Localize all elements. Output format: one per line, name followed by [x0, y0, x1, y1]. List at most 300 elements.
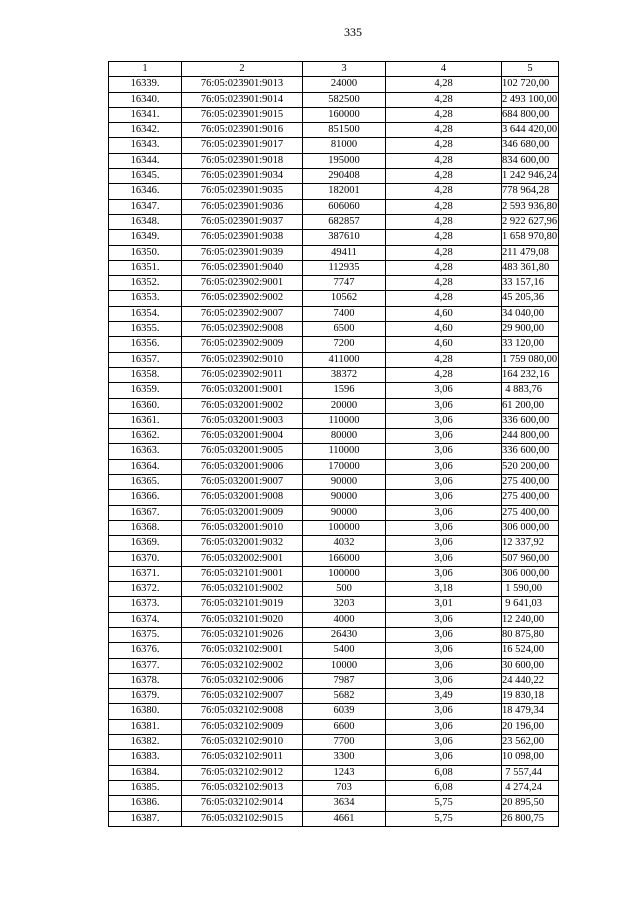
column-header-5: 5: [502, 62, 559, 77]
cadastral-number-cell: 76:05:023901:9037: [182, 214, 303, 229]
cadastral-number-cell: 76:05:032001:9006: [182, 459, 303, 474]
rate-cell: 4,28: [386, 77, 502, 92]
rate-cell: 4,28: [386, 184, 502, 199]
row-number-cell: 16348.: [109, 214, 182, 229]
area-cell: 10000: [303, 658, 386, 673]
value-cell: 12 240,00: [502, 612, 559, 627]
table-row: [109, 796, 559, 811]
rate-cell: 3,06: [386, 398, 502, 413]
table-row: [109, 77, 559, 92]
value-cell: 346 680,00: [502, 138, 559, 153]
cadastral-number-cell: 76:05:023901:9039: [182, 245, 303, 260]
table-row: [109, 582, 559, 597]
row-number-cell: 16343.: [109, 138, 182, 153]
cadastral-number-cell: 76:05:023902:9001: [182, 276, 303, 291]
rate-cell: 3,06: [386, 505, 502, 520]
table-row: [109, 169, 559, 184]
area-cell: 160000: [303, 107, 386, 122]
table-row: [109, 459, 559, 474]
rate-cell: 3,06: [386, 536, 502, 551]
table-row: [109, 337, 559, 352]
area-cell: 166000: [303, 551, 386, 566]
value-cell: 306 000,00: [502, 520, 559, 535]
table-row: [109, 276, 559, 291]
area-cell: 411000: [303, 352, 386, 367]
table-row: [109, 413, 559, 428]
rate-cell: 3,06: [386, 735, 502, 750]
table-row: [109, 689, 559, 704]
rate-cell: 4,28: [386, 245, 502, 260]
area-cell: 6500: [303, 322, 386, 337]
column-header-3: 3: [303, 62, 386, 77]
rate-cell: 4,28: [386, 153, 502, 168]
area-cell: 7747: [303, 276, 386, 291]
value-cell: 7 557,44: [502, 765, 559, 780]
rate-cell: 4,28: [386, 169, 502, 184]
value-cell: 1 759 080,00: [502, 352, 559, 367]
data-table: [108, 61, 559, 827]
area-cell: 4661: [303, 811, 386, 826]
row-number-cell: 16373.: [109, 597, 182, 612]
area-cell: 3634: [303, 796, 386, 811]
area-cell: 7400: [303, 306, 386, 321]
row-number-cell: 16345.: [109, 169, 182, 184]
table-row: [109, 490, 559, 505]
row-number-cell: 16365.: [109, 475, 182, 490]
table-row: [109, 658, 559, 673]
area-cell: 38372: [303, 367, 386, 382]
row-number-cell: 16387.: [109, 811, 182, 826]
cadastral-number-cell: 76:05:032001:9003: [182, 413, 303, 428]
row-number-cell: 16342.: [109, 123, 182, 138]
area-cell: 500: [303, 582, 386, 597]
table-row: [109, 260, 559, 275]
cadastral-number-cell: 76:05:032001:9001: [182, 383, 303, 398]
cadastral-number-cell: 76:05:032102:9013: [182, 780, 303, 795]
column-header-4: 4: [386, 62, 502, 77]
rate-cell: 3,06: [386, 429, 502, 444]
cadastral-number-cell: 76:05:023902:9010: [182, 352, 303, 367]
row-number-cell: 16349.: [109, 230, 182, 245]
cadastral-number-cell: 76:05:032101:9019: [182, 597, 303, 612]
cadastral-number-cell: 76:05:032001:9009: [182, 505, 303, 520]
value-cell: 507 960,00: [502, 551, 559, 566]
table-row: [109, 750, 559, 765]
row-number-cell: 16371.: [109, 566, 182, 581]
table-body: [109, 77, 559, 827]
value-cell: 18 479,34: [502, 704, 559, 719]
table-row: [109, 123, 559, 138]
table-row: [109, 429, 559, 444]
table-row: [109, 383, 559, 398]
value-cell: 9 641,03: [502, 597, 559, 612]
area-cell: 112935: [303, 260, 386, 275]
row-number-cell: 16359.: [109, 383, 182, 398]
table-row: [109, 551, 559, 566]
rate-cell: 3,06: [386, 566, 502, 581]
cadastral-number-cell: 76:05:032102:9006: [182, 673, 303, 688]
area-cell: 20000: [303, 398, 386, 413]
value-cell: 16 524,00: [502, 643, 559, 658]
rate-cell: 3,01: [386, 597, 502, 612]
rate-cell: 4,28: [386, 230, 502, 245]
rate-cell: 3,06: [386, 658, 502, 673]
value-cell: 4 274,24: [502, 780, 559, 795]
row-number-cell: 16366.: [109, 490, 182, 505]
table-row: [109, 735, 559, 750]
row-number-cell: 16368.: [109, 520, 182, 535]
table-row: [109, 597, 559, 612]
cadastral-number-cell: 76:05:032102:9010: [182, 735, 303, 750]
row-number-cell: 16370.: [109, 551, 182, 566]
rate-cell: 4,60: [386, 306, 502, 321]
row-number-cell: 16381.: [109, 719, 182, 734]
cadastral-number-cell: 76:05:032102:9015: [182, 811, 303, 826]
row-number-cell: 16356.: [109, 337, 182, 352]
rate-cell: 3,06: [386, 520, 502, 535]
value-cell: 12 337,92: [502, 536, 559, 551]
rate-cell: 4,60: [386, 322, 502, 337]
value-cell: 3 644 420,00: [502, 123, 559, 138]
cadastral-number-cell: 76:05:023901:9015: [182, 107, 303, 122]
area-cell: 110000: [303, 413, 386, 428]
cadastral-number-cell: 76:05:032102:9001: [182, 643, 303, 658]
table-row: [109, 704, 559, 719]
value-cell: 336 600,00: [502, 444, 559, 459]
area-cell: 290408: [303, 169, 386, 184]
value-cell: 80 875,80: [502, 627, 559, 642]
row-number-cell: 16382.: [109, 735, 182, 750]
table-row: [109, 322, 559, 337]
table-row: [109, 291, 559, 306]
rate-cell: 4,28: [386, 107, 502, 122]
cadastral-number-cell: 76:05:032102:9007: [182, 689, 303, 704]
area-cell: 170000: [303, 459, 386, 474]
area-cell: 387610: [303, 230, 386, 245]
rate-cell: 4,28: [386, 367, 502, 382]
area-cell: 7700: [303, 735, 386, 750]
value-cell: 164 232,16: [502, 367, 559, 382]
row-number-cell: 16344.: [109, 153, 182, 168]
area-cell: 582500: [303, 92, 386, 107]
row-number-cell: 16383.: [109, 750, 182, 765]
value-cell: 1 590,00: [502, 582, 559, 597]
area-cell: 6600: [303, 719, 386, 734]
cadastral-number-cell: 76:05:023901:9038: [182, 230, 303, 245]
row-number-cell: 16374.: [109, 612, 182, 627]
cadastral-number-cell: 76:05:032102:9012: [182, 765, 303, 780]
value-cell: 33 120,00: [502, 337, 559, 352]
rate-cell: 4,28: [386, 138, 502, 153]
table-row: [109, 673, 559, 688]
rate-cell: 4,28: [386, 291, 502, 306]
value-cell: 20 895,50: [502, 796, 559, 811]
cadastral-number-cell: 76:05:023901:9040: [182, 260, 303, 275]
table-row: [109, 475, 559, 490]
value-cell: 275 400,00: [502, 505, 559, 520]
page-number: 335: [344, 25, 362, 39]
table-row: [109, 306, 559, 321]
value-cell: 4 883,76: [502, 383, 559, 398]
area-cell: 81000: [303, 138, 386, 153]
table-row: [109, 719, 559, 734]
area-cell: 100000: [303, 566, 386, 581]
table-row: [109, 398, 559, 413]
row-number-cell: 16346.: [109, 184, 182, 199]
row-number-cell: 16384.: [109, 765, 182, 780]
cadastral-number-cell: 76:05:023901:9018: [182, 153, 303, 168]
cadastral-number-cell: 76:05:023901:9016: [182, 123, 303, 138]
table-row: [109, 367, 559, 382]
cadastral-number-cell: 76:05:023902:9009: [182, 337, 303, 352]
table-row: [109, 153, 559, 168]
value-cell: 211 479,08: [502, 245, 559, 260]
row-number-cell: 16379.: [109, 689, 182, 704]
table-row: [109, 107, 559, 122]
cadastral-number-cell: 76:05:032101:9002: [182, 582, 303, 597]
rate-cell: 3,06: [386, 475, 502, 490]
cadastral-number-cell: 76:05:032102:9008: [182, 704, 303, 719]
row-number-cell: 16378.: [109, 673, 182, 688]
table-row: [109, 566, 559, 581]
cadastral-number-cell: 76:05:032102:9002: [182, 658, 303, 673]
table-row: [109, 505, 559, 520]
area-cell: 90000: [303, 490, 386, 505]
row-number-cell: 16351.: [109, 260, 182, 275]
area-cell: 5400: [303, 643, 386, 658]
table-header-row: [109, 62, 559, 77]
area-cell: 195000: [303, 153, 386, 168]
cadastral-number-cell: 76:05:023901:9017: [182, 138, 303, 153]
rate-cell: 3,06: [386, 612, 502, 627]
row-number-cell: 16376.: [109, 643, 182, 658]
rate-cell: 4,28: [386, 199, 502, 214]
row-number-cell: 16380.: [109, 704, 182, 719]
rate-cell: 3,06: [386, 490, 502, 505]
value-cell: 306 000,00: [502, 566, 559, 581]
value-cell: 684 800,00: [502, 107, 559, 122]
rate-cell: 5,75: [386, 796, 502, 811]
row-number-cell: 16375.: [109, 627, 182, 642]
row-number-cell: 16385.: [109, 780, 182, 795]
table-row: [109, 138, 559, 153]
cadastral-number-cell: 76:05:032001:9010: [182, 520, 303, 535]
table-row: [109, 199, 559, 214]
rate-cell: 4,28: [386, 276, 502, 291]
row-number-cell: 16347.: [109, 199, 182, 214]
row-number-cell: 16362.: [109, 429, 182, 444]
value-cell: 275 400,00: [502, 490, 559, 505]
value-cell: 20 196,00: [502, 719, 559, 734]
rate-cell: 3,49: [386, 689, 502, 704]
cadastral-number-cell: 76:05:023902:9008: [182, 322, 303, 337]
value-cell: 2 593 936,80: [502, 199, 559, 214]
rate-cell: 4,28: [386, 92, 502, 107]
cadastral-number-cell: 76:05:032001:9008: [182, 490, 303, 505]
table-row: [109, 92, 559, 107]
area-cell: 10562: [303, 291, 386, 306]
value-cell: 1 658 970,80: [502, 230, 559, 245]
area-cell: 851500: [303, 123, 386, 138]
rate-cell: 3,06: [386, 383, 502, 398]
cadastral-number-cell: 76:05:032002:9001: [182, 551, 303, 566]
cadastral-number-cell: 76:05:023901:9013: [182, 77, 303, 92]
value-cell: 34 040,00: [502, 306, 559, 321]
value-cell: 45 205,36: [502, 291, 559, 306]
row-number-cell: 16369.: [109, 536, 182, 551]
area-cell: 5682: [303, 689, 386, 704]
rate-cell: 3,06: [386, 627, 502, 642]
area-cell: 80000: [303, 429, 386, 444]
rate-cell: 6,08: [386, 780, 502, 795]
value-cell: 24 440,22: [502, 673, 559, 688]
area-cell: 682857: [303, 214, 386, 229]
area-cell: 1243: [303, 765, 386, 780]
area-cell: 7987: [303, 673, 386, 688]
row-number-cell: 16377.: [109, 658, 182, 673]
rate-cell: 4,60: [386, 337, 502, 352]
row-number-cell: 16339.: [109, 77, 182, 92]
table-row: [109, 230, 559, 245]
area-cell: 6039: [303, 704, 386, 719]
value-cell: 778 964,28: [502, 184, 559, 199]
value-cell: 336 600,00: [502, 413, 559, 428]
table-row: [109, 520, 559, 535]
rate-cell: 3,06: [386, 673, 502, 688]
table-row: [109, 811, 559, 826]
row-number-cell: 16357.: [109, 352, 182, 367]
cadastral-number-cell: 76:05:032001:9007: [182, 475, 303, 490]
row-number-cell: 16363.: [109, 444, 182, 459]
table-row: [109, 765, 559, 780]
table-row: [109, 184, 559, 199]
area-cell: 110000: [303, 444, 386, 459]
row-number-cell: 16355.: [109, 322, 182, 337]
area-cell: 4032: [303, 536, 386, 551]
value-cell: 244 800,00: [502, 429, 559, 444]
cadastral-number-cell: 76:05:032001:9004: [182, 429, 303, 444]
table-row: [109, 780, 559, 795]
value-cell: 10 098,00: [502, 750, 559, 765]
value-cell: 26 800,75: [502, 811, 559, 826]
cadastral-number-cell: 76:05:032101:9026: [182, 627, 303, 642]
area-cell: 49411: [303, 245, 386, 260]
rate-cell: 4,28: [386, 214, 502, 229]
area-cell: 703: [303, 780, 386, 795]
value-cell: 834 600,00: [502, 153, 559, 168]
rate-cell: 3,06: [386, 719, 502, 734]
table-row: [109, 536, 559, 551]
rate-cell: 3,06: [386, 459, 502, 474]
cadastral-number-cell: 76:05:032001:9005: [182, 444, 303, 459]
row-number-cell: 16341.: [109, 107, 182, 122]
row-number-cell: 16386.: [109, 796, 182, 811]
value-cell: 520 200,00: [502, 459, 559, 474]
cadastral-number-cell: 76:05:032102:9009: [182, 719, 303, 734]
value-cell: 2 493 100,00: [502, 92, 559, 107]
row-number-cell: 16352.: [109, 276, 182, 291]
value-cell: 29 900,00: [502, 322, 559, 337]
cadastral-number-cell: 76:05:032102:9011: [182, 750, 303, 765]
value-cell: 102 720,00: [502, 77, 559, 92]
area-cell: 4000: [303, 612, 386, 627]
value-cell: 61 200,00: [502, 398, 559, 413]
table-row: [109, 352, 559, 367]
rate-cell: 3,06: [386, 750, 502, 765]
cadastral-number-cell: 76:05:023902:9002: [182, 291, 303, 306]
area-cell: 90000: [303, 475, 386, 490]
rate-cell: 3,06: [386, 643, 502, 658]
area-cell: 100000: [303, 520, 386, 535]
table-row: [109, 245, 559, 260]
rate-cell: 3,06: [386, 444, 502, 459]
value-cell: 19 830,18: [502, 689, 559, 704]
cadastral-number-cell: 76:05:032001:9002: [182, 398, 303, 413]
cadastral-number-cell: 76:05:023901:9034: [182, 169, 303, 184]
value-cell: 275 400,00: [502, 475, 559, 490]
cadastral-number-cell: 76:05:023902:9011: [182, 367, 303, 382]
area-cell: 7200: [303, 337, 386, 352]
cadastral-number-cell: 76:05:023902:9007: [182, 306, 303, 321]
rate-cell: 4,28: [386, 123, 502, 138]
value-cell: 30 600,00: [502, 658, 559, 673]
table-row: [109, 214, 559, 229]
cadastral-number-cell: 76:05:032102:9014: [182, 796, 303, 811]
rate-cell: 3,06: [386, 551, 502, 566]
row-number-cell: 16372.: [109, 582, 182, 597]
cadastral-number-cell: 76:05:032001:9032: [182, 536, 303, 551]
table-row: [109, 643, 559, 658]
rate-cell: 3,06: [386, 704, 502, 719]
row-number-cell: 16354.: [109, 306, 182, 321]
value-cell: 33 157,16: [502, 276, 559, 291]
row-number-cell: 16361.: [109, 413, 182, 428]
cadastral-number-cell: 76:05:032101:9001: [182, 566, 303, 581]
row-number-cell: 16340.: [109, 92, 182, 107]
area-cell: 26430: [303, 627, 386, 642]
row-number-cell: 16358.: [109, 367, 182, 382]
table-row: [109, 612, 559, 627]
rate-cell: 3,06: [386, 413, 502, 428]
value-cell: 23 562,00: [502, 735, 559, 750]
row-number-cell: 16367.: [109, 505, 182, 520]
rate-cell: 4,28: [386, 260, 502, 275]
row-number-cell: 16360.: [109, 398, 182, 413]
area-cell: 182001: [303, 184, 386, 199]
area-cell: 3300: [303, 750, 386, 765]
row-number-cell: 16353.: [109, 291, 182, 306]
rate-cell: 5,75: [386, 811, 502, 826]
cadastral-number-cell: 76:05:023901:9035: [182, 184, 303, 199]
cadastral-number-cell: 76:05:023901:9014: [182, 92, 303, 107]
row-number-cell: 16364.: [109, 459, 182, 474]
table-row: [109, 444, 559, 459]
rate-cell: 6,08: [386, 765, 502, 780]
rate-cell: 3,18: [386, 582, 502, 597]
value-cell: 1 242 946,24: [502, 169, 559, 184]
area-cell: 90000: [303, 505, 386, 520]
area-cell: 606060: [303, 199, 386, 214]
cadastral-number-cell: 76:05:023901:9036: [182, 199, 303, 214]
column-header-1: 1: [109, 62, 182, 77]
area-cell: 1596: [303, 383, 386, 398]
row-number-cell: 16350.: [109, 245, 182, 260]
column-header-2: 2: [182, 62, 303, 77]
value-cell: 483 361,80: [502, 260, 559, 275]
cadastral-number-cell: 76:05:032101:9020: [182, 612, 303, 627]
area-cell: 3203: [303, 597, 386, 612]
rate-cell: 4,28: [386, 352, 502, 367]
